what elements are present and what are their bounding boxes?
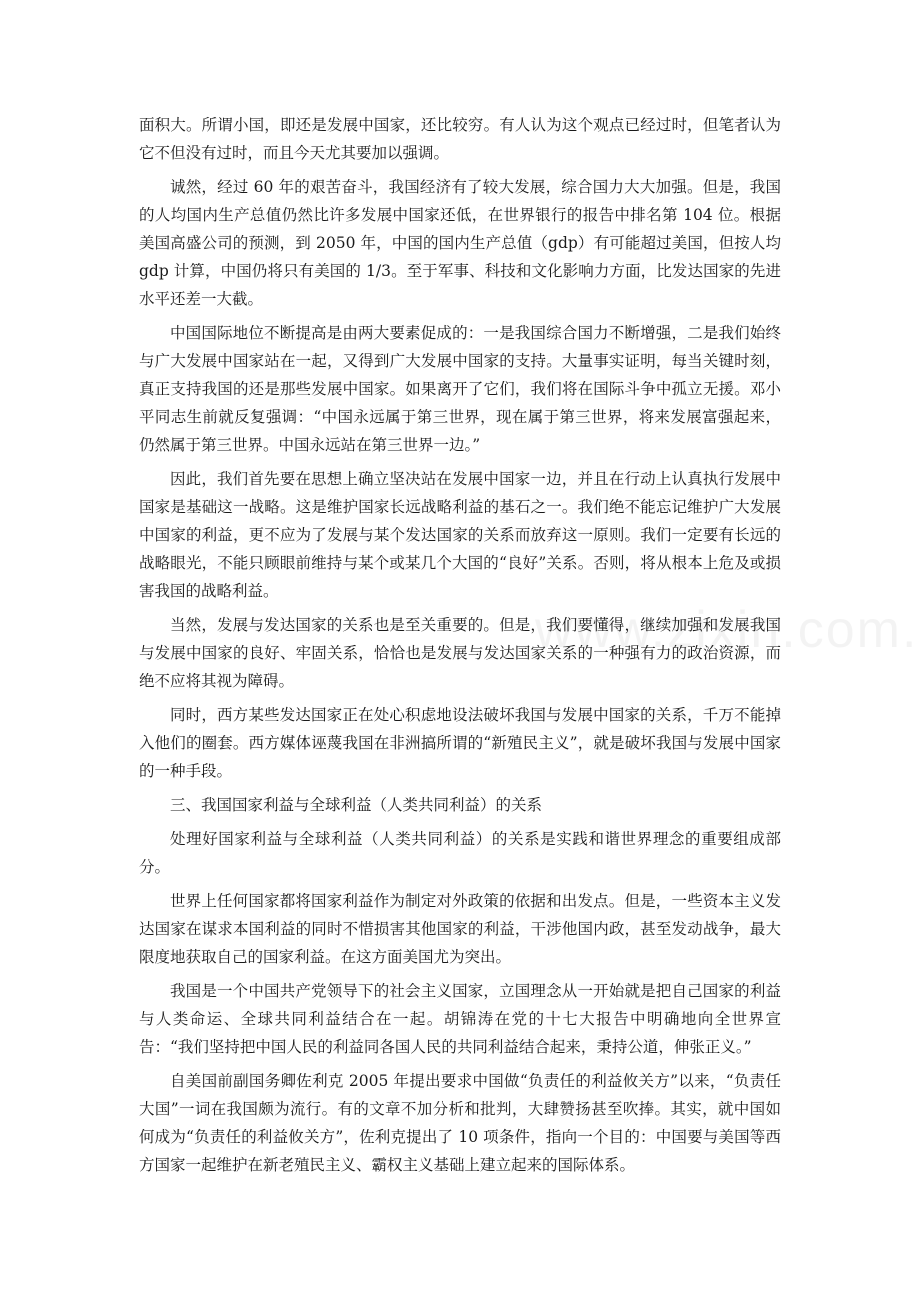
paragraph-1: 面积大。所谓小国，即还是发展中国家，还比较穷。有人认为这个观点已经过时，但笔者认为它不但没有过时，而且今天尤其要加以强调。	[139, 116, 781, 162]
paragraph-9: 我国是一个中国共产党领导下的社会主义国家，立国理念从一开始就是把自己国家的利益与人类命运、全球共同利益结合在一起。胡锦涛在党的十七大报告中明确地向全世界宣告：“我们坚持把中国人民的利益同各国人民的共同利益结合起来，秉持公道，伸张正义。”	[139, 982, 781, 1056]
paragraph-6: 同时，西方某些发达国家正在处心积虑地设法破坏我国与发展中国家的关系，千万不能掉入他们的圈套。西方媒体诬蔑我国在非洲搞所谓的“新殖民主义”，就是破坏我国与发展中国家的一种手段。	[139, 706, 781, 780]
document-body	[139, 111, 781, 1185]
paragraph-7: 处理好国家利益与全球利益（人类共同利益）的关系是实践和谐世界理念的重要组成部分。	[139, 830, 781, 876]
paragraph-5: 当然，发展与发达国家的关系也是至关重要的。但是，我们要懂得，继续加强和发展我国与发展中国家的良好、牢固关系，恰恰也是发展与发达国家关系的一种强有力的政治资源，而绝不应将其视为障碍。	[139, 616, 781, 690]
paragraph-8: 世界上任何国家都将国家利益作为制定对外政策的依据和出发点。但是，一些资本主义发达国家在谋求本国利益的同时不惜损害其他国家的利益，干涉他国内政，甚至发动战争，最大限度地获取自己的国家利益。在这方面美国尤为突出。	[139, 892, 781, 966]
paragraph-4: 因此，我们首先要在思想上确立坚决站在发展中国家一边，并且在行动上认真执行发展中国家是基础这一战略。这是维护国家长远战略利益的基石之一。我们绝不能忘记维护广大发展中国家的利益，更不应为了发展与某个发达国家的关系而放弃这一原则。我们一定要有长远的战略眼光，不能只顾眼前维持与某个或某几个大国的“良好”关系。否则，将从根本上危及或损害我国的战略利益。	[139, 470, 781, 600]
paragraph-10: 自美国前副国务卿佐利克 2005 年提出要求中国做“负责任的利益攸关方”以来，“负责任大国”一词在我国颇为流行。有的文章不加分析和批判，大肆赞扬甚至吹捧。其实，就中国如何成为“负责任的利益攸关方”，佐利克提出了 10 项条件，指向一个目的：中国要与美国等西方国家一起维护在新老殖民主义、霸权主义基础上建立起来的国际体系。	[139, 1072, 781, 1174]
paragraph-3: 中国国际地位不断提高是由两大要素促成的：一是我国综合国力不断增强，二是我们始终与广大发展中国家站在一起，又得到广大发展中国家的支持。大量事实证明，每当关键时刻，真正支持我国的还是那些发展中国家。如果离开了它们，我们将在国际斗争中孤立无援。邓小平同志生前就反复强调：“中国永远属于第三世界，现在属于第三世界，将来发展富强起来，仍然属于第三世界。中国永远站在第三世界一边。”	[139, 324, 781, 454]
paragraph-2: 诚然，经过 60 年的艰苦奋斗，我国经济有了较大发展，综合国力大大加强。但是，我国的人均国内生产总值仍然比许多发展中国家还低，在世界银行的报告中排名第 104 位。根据美国高盛公司的预测，到 2050 年，中国的国内生产总值（gdp）有可能超过美国，但按人均 gdp 计算，中国仍将只有美国的 1/3。至于军事、科技和文化影响力方面，比发达国家的先进水平还差一大截。	[139, 178, 781, 308]
section-heading: 三、我国国家利益与全球利益（人类共同利益）的关系	[170, 796, 543, 814]
